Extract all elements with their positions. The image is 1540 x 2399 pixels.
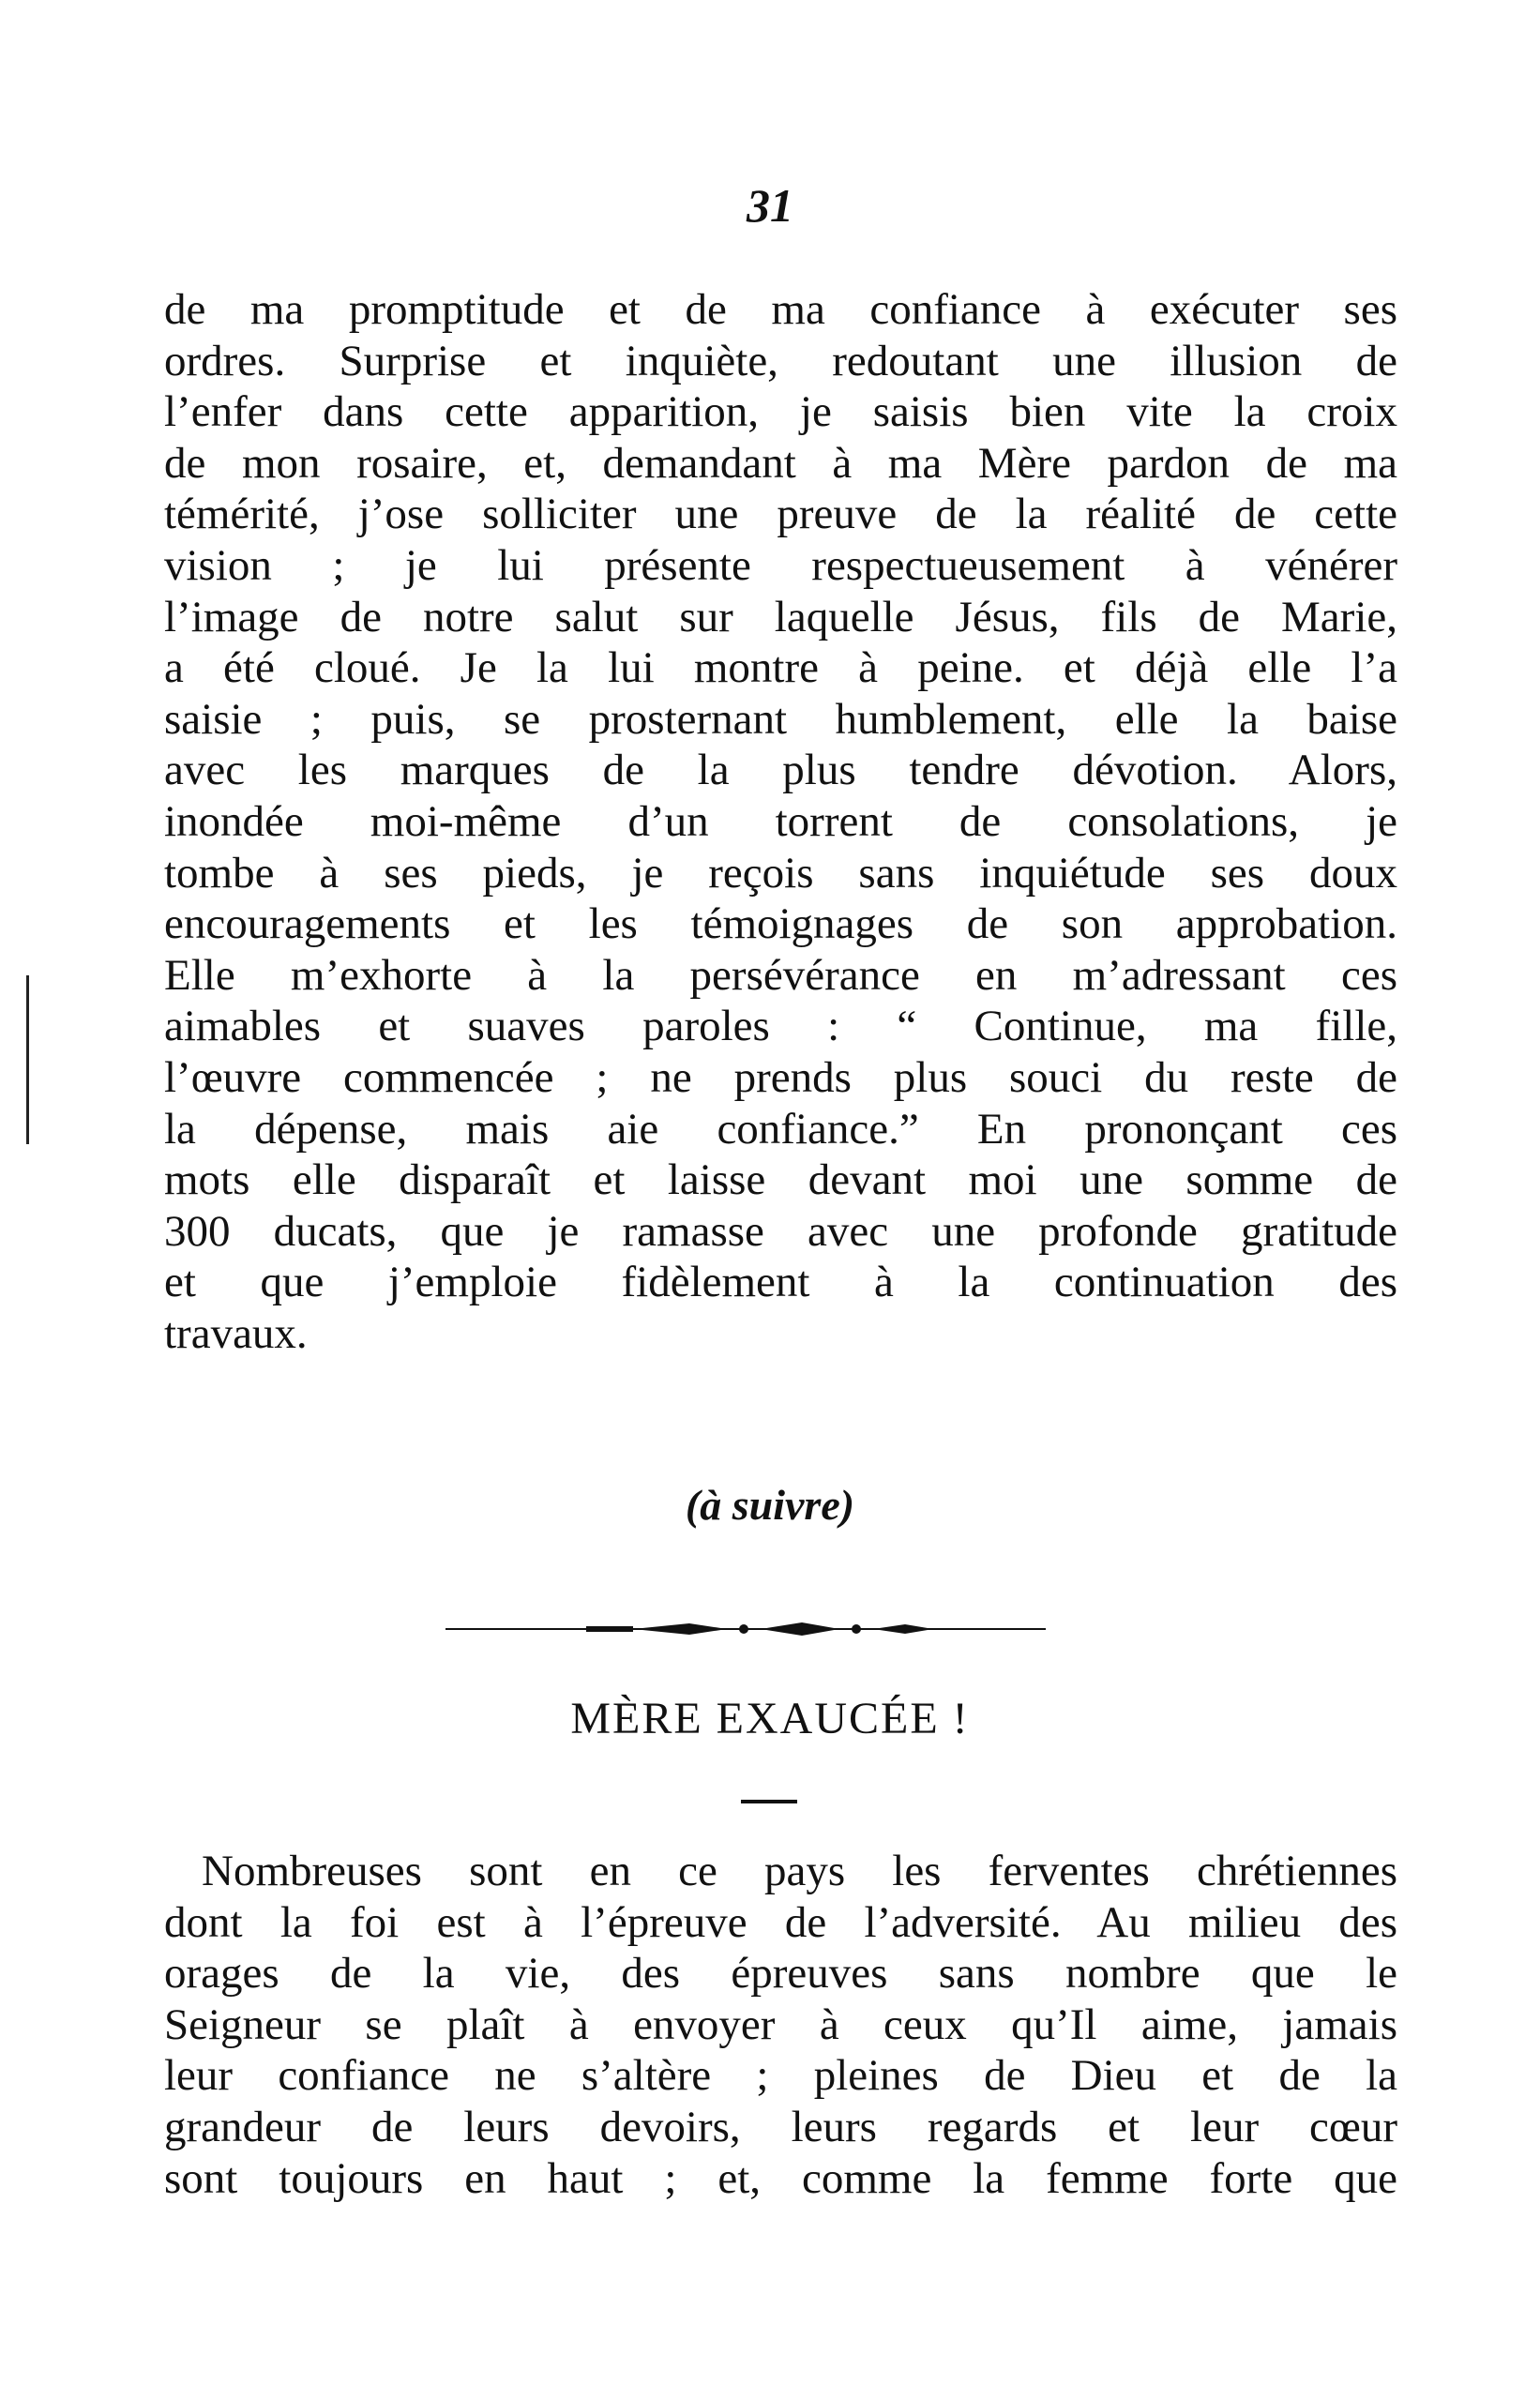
text-line: l’enfer dans cette apparition, je saisis bien vite la croix bbox=[164, 387, 1397, 437]
margin-mark bbox=[26, 975, 29, 1144]
text-line: mots elle disparaît et laisse devant moi une somme de bbox=[164, 1155, 1397, 1205]
text-line: tombe à ses pieds, je reçois sans inquiétude ses doux bbox=[164, 848, 1397, 898]
text-line: l’image de notre salut sur laquelle Jésus, fils de Marie, bbox=[164, 592, 1397, 641]
text-line: témérité, j’ose solliciter une preuve de la réalité de cette bbox=[164, 490, 1397, 539]
text-line: de mon rosaire, et, demandant à ma Mère pardon de ma bbox=[164, 438, 1397, 488]
text-line: saisie ; puis, se prosternant humblement, elle la baise bbox=[164, 694, 1397, 744]
text-line: travaux. bbox=[164, 1308, 308, 1358]
text-line: grandeur de leurs devoirs, leurs regards et leur cœur bbox=[164, 2102, 1397, 2151]
section-title: MÈRE EXAUCÉE ! bbox=[570, 1694, 970, 1743]
text-line: Elle m’exhorte à la persévérance en m’adressant ces bbox=[164, 950, 1397, 1000]
text-line: dont la foi est à l’épreuve de l’adversité. Au milieu des bbox=[164, 1897, 1397, 1947]
text-line: vision ; je lui présente respectueusement à vénérer bbox=[164, 540, 1397, 590]
text-line: l’œuvre commencée ; ne prends plus souci du reste de bbox=[164, 1052, 1397, 1102]
page-number: 31 bbox=[747, 179, 793, 232]
paragraph-new-section bbox=[164, 1846, 1397, 2204]
text-line: ordres. Surprise et inquiète, redoutant une illusion de bbox=[164, 336, 1397, 385]
text-line: Nombreuses sont en ce pays les ferventes chrétiennes bbox=[202, 1847, 1397, 1895]
text-line: inondée moi-même d’un torrent de consolations, je bbox=[164, 796, 1397, 846]
to-be-continued-note: (à suivre) bbox=[685, 1481, 855, 1529]
text-line: de ma promptitude et de ma confiance à exécuter ses bbox=[164, 285, 1397, 334]
text-line: sont toujours en haut ; et, comme la femme forte que bbox=[164, 2153, 1397, 2203]
text-line: a été cloué. Je la lui montre à peine. et déjà elle l’a bbox=[164, 643, 1397, 693]
text-line: aimables et suaves paroles : “ Continue, ma fille, bbox=[164, 1002, 1397, 1051]
text-line: Seigneur se plaît à envoyer à ceux qu’Il aime, jamais bbox=[164, 1999, 1397, 2049]
text-line: avec les marques de la plus tendre dévotion. Alors, bbox=[164, 746, 1397, 795]
ornamental-divider bbox=[445, 1615, 1046, 1643]
text-line: encouragements et les témoignages de son approbation. bbox=[164, 899, 1397, 949]
text-line: leur confiance ne s’altère ; pleines de Dieu et de la bbox=[164, 2051, 1397, 2101]
paragraph-continued bbox=[164, 284, 1397, 1359]
text-line: 300 ducats, que je ramasse avec une profonde gratitude bbox=[164, 1206, 1397, 1256]
text-line: et que j’emploie fidèlement à la continuation des bbox=[164, 1258, 1397, 1307]
title-rule bbox=[741, 1800, 797, 1803]
text-line: la dépense, mais aie confiance.” En prononçant ces bbox=[164, 1104, 1397, 1154]
text-line: orages de la vie, des épreuves sans nombre que le bbox=[164, 1949, 1397, 1999]
